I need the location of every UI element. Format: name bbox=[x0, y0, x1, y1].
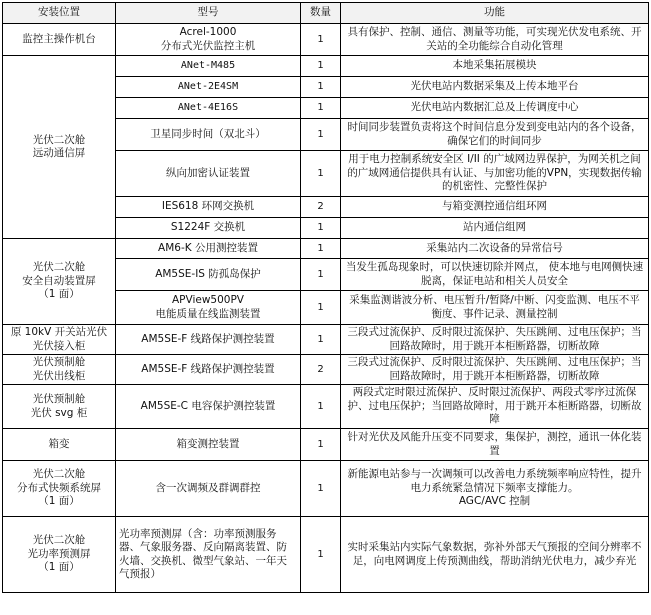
function-cell: 两段式定时限过流保护、反时限过流保护、两段式零序过流保护、过电压保护；当回路故障时，用于跳开本柜断路器，切断故障 bbox=[341, 385, 649, 429]
function-cell: 光伏电站内数据采集及上传本地平台 bbox=[341, 77, 649, 98]
qty-cell: 1 bbox=[301, 24, 341, 56]
qty-cell: 1 bbox=[301, 56, 341, 77]
location-cell: 光伏二次舱 安全自动装置屏 （1 面） bbox=[3, 239, 116, 325]
qty-cell: 1 bbox=[301, 461, 341, 517]
model-cell: IES618 环网交换机 bbox=[116, 197, 301, 218]
table-row bbox=[3, 56, 649, 77]
qty-cell: 1 bbox=[301, 517, 341, 593]
location-cell: 光伏预制舱 光伏 svg 柜 bbox=[3, 385, 116, 429]
function-cell: 站内通信组网 bbox=[341, 218, 649, 239]
location-cell: 光伏预制舱 光伏出线柜 bbox=[3, 355, 116, 385]
location-cell: 光伏二次舱 分布式快频系统屏 （1 面） bbox=[3, 461, 116, 517]
model-cell: AM6-K 公用测控装置 bbox=[116, 239, 301, 259]
header-qty: 数量 bbox=[301, 3, 341, 24]
table-row bbox=[3, 385, 649, 429]
model-cell: 含一次调频及群调群控 bbox=[116, 461, 301, 517]
function-cell: 新能源电站参与一次调频可以改善电力系统频率响应特性，提升电力系统紧急情况下频率支撑能力。 AGC/AVC 控制 bbox=[341, 461, 649, 517]
table-header-row bbox=[3, 3, 649, 24]
table-row bbox=[3, 429, 649, 461]
model-cell: S1224F 交换机 bbox=[116, 218, 301, 239]
qty-cell: 1 bbox=[301, 239, 341, 259]
location-cell: 箱变 bbox=[3, 429, 116, 461]
qty-cell: 1 bbox=[301, 291, 341, 325]
function-cell: 实时采集站内实际气象数据，弥补外部天气预报的空间分辨率不足，向电网调度上传预测曲线，帮助消纳光伏电力，减少弃光 bbox=[341, 517, 649, 593]
table-row bbox=[3, 24, 649, 56]
qty-cell: 1 bbox=[301, 151, 341, 197]
function-cell: 具有保护、控制、通信、测量等功能，可实现光伏发电系统、开关站的全功能综合自动化管理 bbox=[341, 24, 649, 56]
location-cell: 光伏二次舱 远动通信屏 bbox=[3, 56, 116, 239]
qty-cell: 1 bbox=[301, 218, 341, 239]
model-cell: ANet-M485 bbox=[116, 56, 301, 77]
qty-cell: 2 bbox=[301, 197, 341, 218]
qty-cell: 1 bbox=[301, 77, 341, 98]
model-cell: ANet-2E4SM bbox=[116, 77, 301, 98]
qty-cell: 1 bbox=[301, 325, 341, 355]
table-row bbox=[3, 517, 649, 593]
model-cell: APView500PV 电能质量在线监测装置 bbox=[116, 291, 301, 325]
table-row bbox=[3, 239, 649, 259]
function-cell: 本地采集拓展模块 bbox=[341, 56, 649, 77]
function-cell: 采集站内二次设备的异常信号 bbox=[341, 239, 649, 259]
qty-cell: 1 bbox=[301, 259, 341, 291]
qty-cell: 1 bbox=[301, 119, 341, 151]
table-row bbox=[3, 325, 649, 355]
model-cell: 卫星同步时间（双北斗） bbox=[116, 119, 301, 151]
table-row bbox=[3, 355, 649, 385]
model-cell: ANet-4E16S bbox=[116, 98, 301, 119]
function-cell: 采集监测谐波分析、电压暂升/暂降/中断、闪变监测、电压不平衡度、事件记录、测量控制 bbox=[341, 291, 649, 325]
function-cell: 三段式过流保护、反时限过流保护、失压跳闸、过电压保护；当回路故障时，用于跳开本柜断路器，切断故障 bbox=[341, 355, 649, 385]
function-cell: 针对光伏及风能升压变不同要求，集保护，测控，通讯一体化装置 bbox=[341, 429, 649, 461]
header-location: 安装位置 bbox=[3, 3, 116, 24]
model-cell: 箱变测控装置 bbox=[116, 429, 301, 461]
function-cell: 三段式过流保护、反时限过流保护、失压跳闸、过电压保护；当回路故障时，用于跳开本柜断路器，切断故障 bbox=[341, 325, 649, 355]
function-cell: 与箱变测控通信组环网 bbox=[341, 197, 649, 218]
location-cell: 监控主操作机台 bbox=[3, 24, 116, 56]
model-cell: AM5SE-F 线路保护测控装置 bbox=[116, 325, 301, 355]
function-cell: 光伏电站内数据汇总及上传调度中心 bbox=[341, 98, 649, 119]
equipment-table bbox=[2, 2, 649, 593]
model-cell: AM5SE-F 线路保护测控装置 bbox=[116, 355, 301, 385]
location-cell: 光伏二次舱 光功率预测屏 （1 面） bbox=[3, 517, 116, 593]
qty-cell: 2 bbox=[301, 355, 341, 385]
qty-cell: 1 bbox=[301, 385, 341, 429]
model-cell: AM5SE-C 电容保护测控装置 bbox=[116, 385, 301, 429]
qty-cell: 1 bbox=[301, 98, 341, 119]
model-cell: 纵向加密认证装置 bbox=[116, 151, 301, 197]
table-row bbox=[3, 461, 649, 517]
function-cell: 用于电力控制系统安全区 I/II 的广域网边界保护，为网关机之间的广域网通信提供具有认证、与加密功能的VPN，实现数据传输的机密性、完整性保护 bbox=[341, 151, 649, 197]
location-cell: 原 10kV 开关站光伏 光伏接入柜 bbox=[3, 325, 116, 355]
header-function: 功能 bbox=[341, 3, 649, 24]
function-cell: 时间同步装置负责将这个时间信息分发到变电站内的各个设备，确保它们的时间同步 bbox=[341, 119, 649, 151]
model-cell: Acrel-1000 分布式光伏监控主机 bbox=[116, 24, 301, 56]
model-cell: 光功率预测屏（含：功率预测服务器、气象服务器、反向隔离装置、防火墙、交换机、微型气象站、一年天气预报） bbox=[116, 517, 301, 593]
function-cell: 当发生孤岛现象时，可以快速切除并网点， 使本地与电网侧快速脱离，保证电站和相关人员安全 bbox=[341, 259, 649, 291]
header-model: 型号 bbox=[116, 3, 301, 24]
qty-cell: 1 bbox=[301, 429, 341, 461]
model-cell: AM5SE-IS 防孤岛保护 bbox=[116, 259, 301, 291]
